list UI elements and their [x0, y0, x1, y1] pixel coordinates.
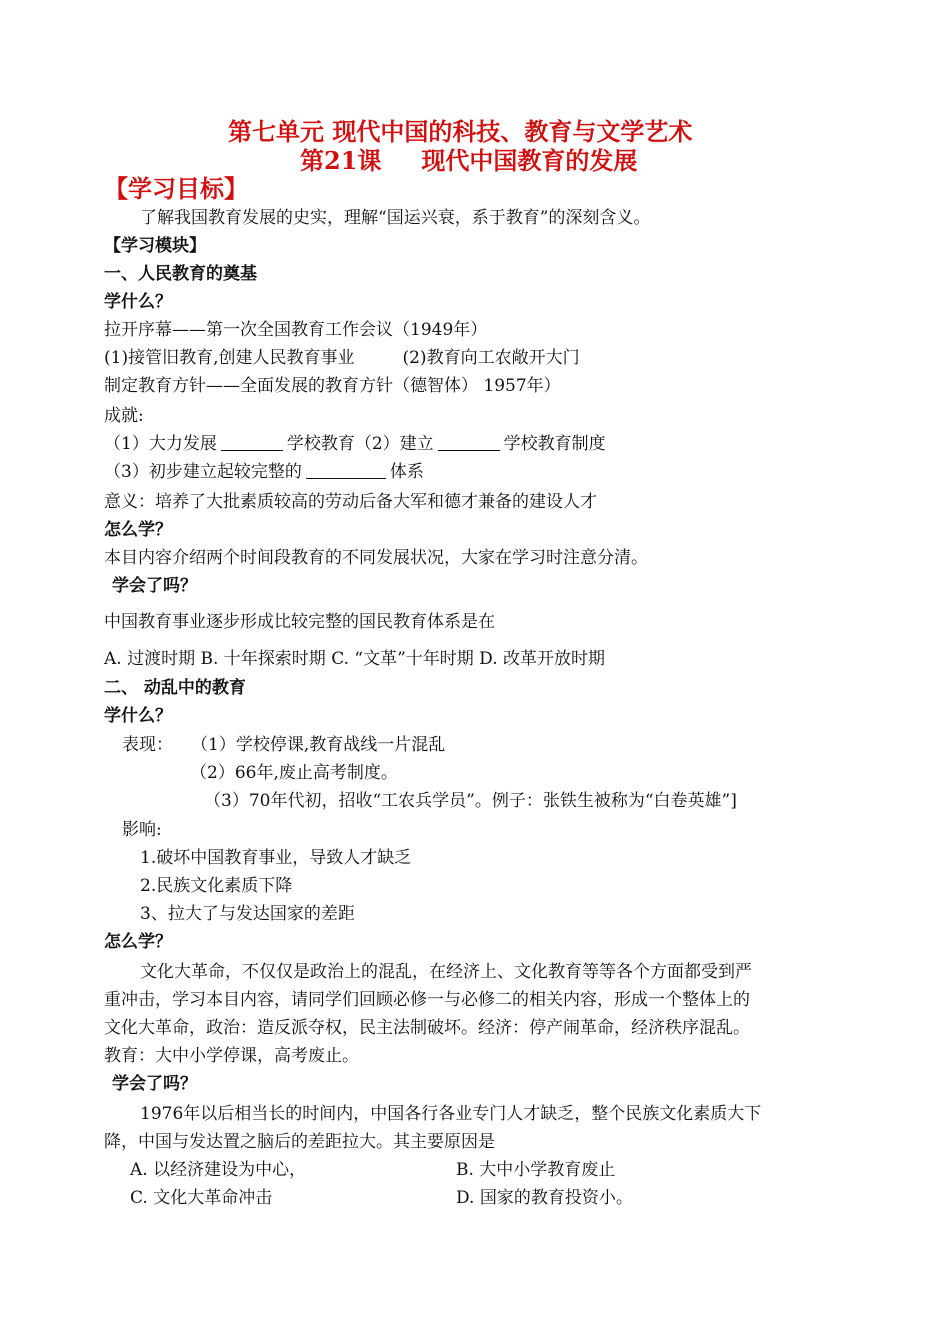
section1-options: A. 过渡时期 B. 十年探索时期 C. “文革”十年时期 D. 改革开放时期 — [104, 649, 606, 669]
impact-label: 影响: — [122, 820, 162, 840]
lesson-name: 现代中国教育的发展 — [421, 146, 638, 175]
achievements-line2 — [104, 460, 424, 484]
section2-learned: 学会了吗？ — [112, 1074, 197, 1094]
section2-heading: 二、 动乱中的教育 — [104, 678, 246, 698]
impact1: 1.破坏中国教育事业，导致人才缺乏 — [140, 848, 412, 868]
fill-blank-1[interactable] — [221, 432, 283, 451]
ach1a: （1）大力发展 — [104, 434, 217, 454]
section1-heading: 一、人民教育的奠基 — [104, 264, 257, 284]
objectives-heading: 【学习目标】 — [104, 174, 248, 203]
section1-line2a: (1)接管旧教育,创建人民教育事业 — [104, 348, 355, 368]
option-d: D. 国家的教育投资小。 — [456, 1188, 633, 1208]
fill-blank-3[interactable] — [306, 460, 386, 479]
section1-line2 — [104, 346, 580, 370]
question-paragraph-2: 降，中国与发达置之脑后的差距拉大。其主要原因是 — [104, 1132, 495, 1152]
impact2: 2.民族文化素质下降 — [140, 876, 293, 896]
ach2a: （3）初步建立起较完整的 — [104, 462, 302, 482]
ach2b: 体系 — [389, 462, 424, 482]
significance: 意义：培养了大批素质较高的劳动后备大军和德才兼备的建设人才 — [104, 492, 597, 512]
how-paragraph-4: 教育：大中小学停课，高考废止。 — [104, 1046, 359, 1066]
objectives-text: 了解我国教育发展的史实，理解“国运兴衰，系于教育”的深刻含义。 — [140, 208, 651, 228]
how-paragraph-3: 文化大革命，政治：造反派夺权，民主法制破坏。经济：停产闹革命，经济秩序混乱。 — [104, 1018, 750, 1038]
perf3: （3）70年代初，招收“工农兵学员”。例子：张铁生被称为“白卷英雄”] — [204, 791, 737, 811]
how-paragraph-2: 重冲击，学习本目内容，请同学们回顾必修一与必修二的相关内容，形成一个整体上的 — [104, 990, 750, 1010]
option-a: A. 以经济建设为中心， — [130, 1160, 307, 1180]
ach1c: 学校教育制度 — [503, 434, 606, 454]
perf2: （2）66年,废止高考制度。 — [190, 763, 398, 783]
section1-how-learn: 怎么学？ — [104, 520, 172, 540]
module-heading: 【学习模块】 — [104, 236, 206, 256]
section1-learned: 学会了吗？ — [112, 576, 197, 596]
lesson-title — [300, 146, 637, 176]
unit-title: 第七单元 现代中国的科技、教育与文学艺术 — [228, 117, 693, 146]
lesson-number: 第21课 — [300, 146, 382, 175]
fill-blank-2[interactable] — [438, 432, 500, 451]
option-b: B. 大中小学教育废止 — [456, 1160, 616, 1180]
question-paragraph-1: 1976年以后相当长的时间内，中国各行各业专门人才缺乏，整个民族文化素质大下 — [140, 1104, 762, 1124]
perf1: （1）学校停课,教育战线一片混乱 — [191, 735, 446, 755]
section1-how-text: 本目内容介绍两个时间段教育的不同发展状况，大家在学习时注意分清。 — [104, 548, 648, 568]
ach1b: 学校教育（2）建立 — [286, 434, 434, 454]
how-paragraph-1: 文化大革命，不仅仅是政治上的混乱，在经济上、文化教育等等各个方面都受到严 — [140, 962, 752, 982]
performance-label: 表现： — [122, 735, 173, 755]
section1-question: 中国教育事业逐步形成比较完整的国民教育体系是在 — [104, 612, 495, 632]
impact3: 3、拉大了与发达国家的差距 — [140, 904, 355, 924]
achievements-label: 成就: — [104, 406, 144, 426]
section2-learn-what: 学什么？ — [104, 706, 172, 726]
option-c: C. 文化大革命冲击 — [130, 1188, 273, 1208]
section1-line1: 拉开序幕——第一次全国教育工作会议（1949年） — [104, 320, 488, 340]
section1-learn-what: 学什么？ — [104, 292, 172, 312]
performance-row1 — [122, 733, 445, 757]
achievements-line1 — [104, 432, 606, 456]
section1-line3: 制定教育方针——全面发展的教育方针（德智体） 1957年） — [104, 376, 561, 396]
section1-line2b: (2)教育向工农敞开大门 — [402, 348, 580, 368]
section2-how-learn: 怎么学？ — [104, 932, 172, 952]
